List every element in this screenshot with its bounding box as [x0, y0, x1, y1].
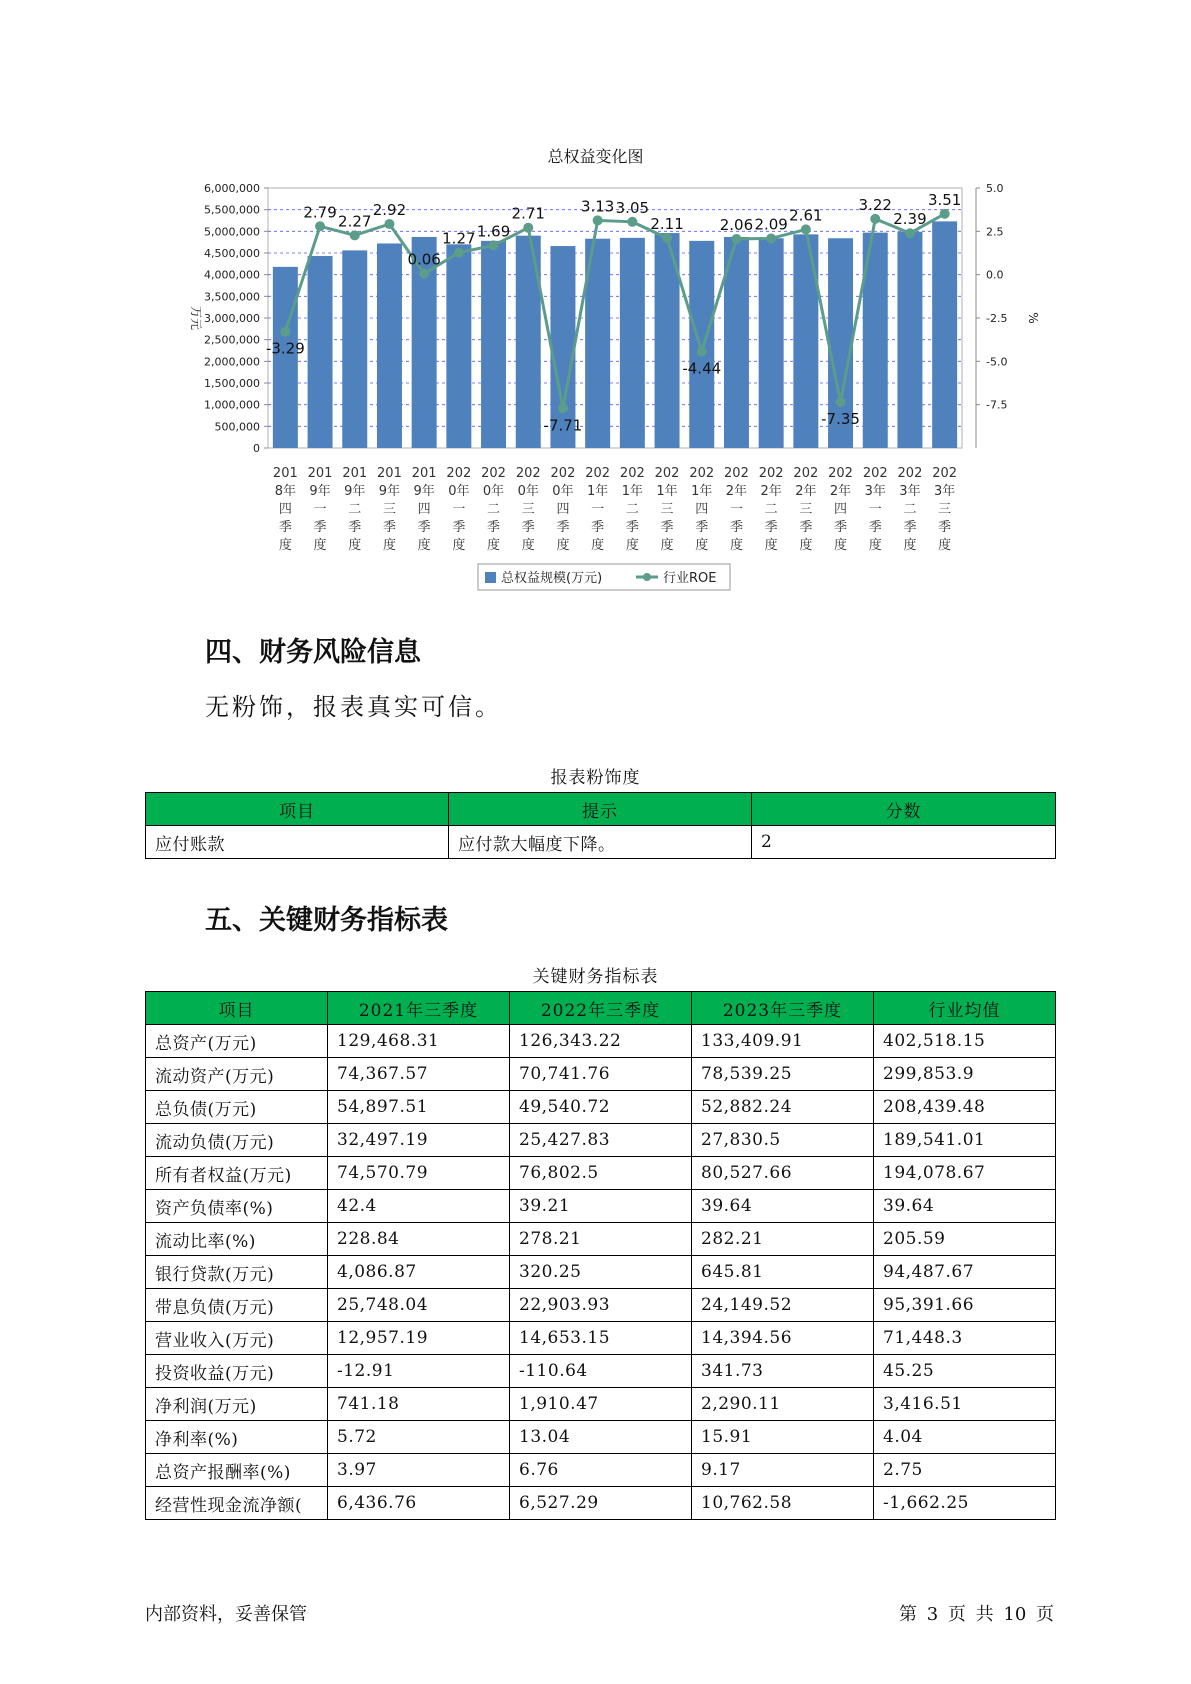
roe-point: [627, 217, 637, 227]
indicator-value-cell: 6,527.29: [510, 1487, 692, 1520]
roe-data-label: 3.13: [580, 197, 615, 216]
roe-data-label: -4.44: [682, 359, 722, 378]
x-axis-tick-label: 201: [272, 466, 298, 481]
x-axis-tick-label: 度: [348, 538, 362, 553]
roe-point: [454, 248, 464, 258]
indicator-value-cell: 228.84: [328, 1223, 510, 1256]
indicator-value-cell: 2,290.11: [692, 1388, 874, 1421]
left-axis-tick-label: 3,500,000: [204, 290, 260, 304]
indicator-value-cell: 39.64: [874, 1190, 1056, 1223]
table-cell: 应付账款: [146, 826, 449, 859]
indicator-value-cell: 208,439.48: [874, 1091, 1056, 1124]
left-axis-tick-label: 2,500,000: [204, 333, 260, 347]
x-axis-tick-label: 9年: [309, 484, 331, 499]
whitewash-table-caption: 报表粉饰度: [550, 768, 641, 788]
x-axis-tick-label: 2年: [760, 484, 782, 499]
roe-data-label: 1.27: [442, 229, 476, 248]
indicator-name-cell: 净利润(万元): [146, 1388, 328, 1421]
table-row: [146, 1190, 1056, 1223]
indicator-name-cell: 投资收益(万元): [146, 1355, 328, 1388]
left-axis-tick-label: 1,000,000: [204, 398, 260, 412]
indicator-value-cell: 14,653.15: [510, 1322, 692, 1355]
x-axis-tick-label: 202: [481, 466, 506, 481]
roe-data-label: -7.35: [821, 410, 860, 429]
x-axis-tick-label: 度: [834, 538, 848, 553]
x-axis-tick-label: 季: [452, 520, 466, 535]
indicator-value-cell: 80,527.66: [692, 1157, 874, 1190]
x-axis-tick-label: 0年: [517, 484, 539, 499]
left-axis-tick-label: 6,000,000: [204, 182, 260, 195]
x-axis-tick-label: 季: [695, 520, 709, 535]
equity-bar: [377, 243, 402, 448]
indicator-table-caption: 关键财务指标表: [532, 967, 659, 987]
roe-point: [731, 234, 741, 244]
x-axis-tick-label: 季: [764, 520, 778, 535]
section5-heading: 五、关键财务指标表: [205, 905, 448, 936]
x-axis-tick-label: 202: [585, 466, 611, 481]
roe-point: [419, 269, 429, 279]
indicator-name-cell: 资产负债率(%): [146, 1190, 328, 1223]
header-cell: 行业均值: [874, 992, 1056, 1025]
indicator-name-cell: 流动资产(万元): [146, 1058, 328, 1091]
x-axis-tick-label: 一: [868, 502, 882, 517]
legend-line-marker: [643, 573, 651, 581]
indicator-value-cell: 49,540.72: [510, 1091, 692, 1124]
indicator-name-cell: 总资产报酬率(%): [146, 1454, 328, 1487]
x-axis-tick-label: 0年: [448, 484, 470, 499]
indicator-value-cell: 25,427.83: [510, 1124, 692, 1157]
indicator-value-cell: -12.91: [328, 1355, 510, 1388]
roe-point: [489, 240, 499, 250]
x-axis-tick-label: 202: [689, 466, 715, 481]
indicator-value-cell: 278.21: [510, 1223, 692, 1256]
indicator-name-cell: 带息负债(万元): [146, 1289, 328, 1322]
roe-point: [350, 230, 360, 240]
indicator-value-cell: -1,662.25: [874, 1487, 1056, 1520]
left-axis-tick-label: 500,000: [214, 420, 260, 434]
indicator-value-cell: 94,487.67: [874, 1256, 1056, 1289]
x-axis-tick-label: 三: [382, 502, 396, 517]
indicator-value-cell: 741.18: [328, 1388, 510, 1421]
x-axis-tick-label: 0年: [482, 484, 505, 499]
legend-bar-label: 总权益规模(万元): [501, 571, 603, 586]
table-row: [146, 1025, 1056, 1058]
indicator-value-cell: 74,570.79: [328, 1157, 510, 1190]
indicator-value-cell: 194,078.67: [874, 1157, 1056, 1190]
x-axis-tick-label: 季: [382, 520, 396, 535]
chart-title: 总权益变化图: [547, 147, 644, 166]
equity-bar: [759, 238, 784, 448]
x-axis-tick-label: 季: [938, 520, 952, 535]
roe-data-label: 2.71: [511, 204, 545, 223]
indicator-value-cell: 3.97: [328, 1454, 510, 1487]
indicator-value-cell: 78,539.25: [692, 1058, 874, 1091]
indicator-value-cell: 45.25: [874, 1355, 1056, 1388]
indicator-name-cell: 流动负债(万元): [146, 1124, 328, 1157]
indicator-value-cell: 24,149.52: [692, 1289, 874, 1322]
x-axis-tick-label: 度: [382, 538, 396, 553]
table-cell: 2: [752, 826, 1056, 859]
indicator-value-cell: 70,741.76: [510, 1058, 692, 1091]
x-axis-tick-label: 201: [377, 466, 402, 481]
indicator-name-cell: 总资产(万元): [146, 1025, 328, 1058]
x-axis-tick-label: 202: [758, 466, 784, 481]
x-axis-tick-label: 度: [487, 538, 501, 553]
x-axis-tick-label: 202: [897, 466, 923, 481]
indicator-value-cell: 2.75: [874, 1454, 1056, 1487]
indicator-value-cell: 6.76: [510, 1454, 692, 1487]
x-axis-tick-label: 3年: [864, 484, 886, 499]
roe-point: [870, 214, 880, 224]
indicator-value-cell: 4.04: [874, 1421, 1056, 1454]
indicator-value-cell: 42.4: [328, 1190, 510, 1223]
indicator-value-cell: 25,748.04: [328, 1289, 510, 1322]
x-axis-tick-label: 3年: [899, 484, 921, 499]
indicator-name-cell: 总负债(万元): [146, 1091, 328, 1124]
indicator-value-cell: 10,762.58: [692, 1487, 874, 1520]
equity-bar: [689, 241, 714, 448]
x-axis-tick-label: 季: [591, 520, 605, 535]
roe-point: [940, 209, 950, 219]
indicator-value-cell: 22,903.93: [510, 1289, 692, 1322]
x-axis-tick-label: 度: [660, 538, 674, 553]
roe-point: [836, 397, 846, 407]
x-axis-tick-label: 度: [695, 538, 709, 553]
x-axis-tick-label: 季: [868, 520, 882, 535]
indicator-value-cell: 52,882.24: [692, 1091, 874, 1124]
roe-data-label: -7.71: [543, 416, 583, 435]
indicator-value-cell: 129,468.31: [328, 1025, 510, 1058]
roe-point: [593, 215, 603, 225]
x-axis-tick-label: 度: [521, 538, 535, 553]
roe-data-label: 2.61: [789, 206, 823, 225]
equity-bar: [481, 241, 506, 448]
table-row: [146, 826, 1056, 859]
x-axis-tick-label: 三: [521, 502, 535, 517]
header-cell: 2022年三季度: [510, 992, 692, 1025]
indicator-name-cell: 营业收入(万元): [146, 1322, 328, 1355]
indicator-value-cell: 299,853.9: [874, 1058, 1056, 1091]
x-axis-tick-label: 四: [417, 502, 431, 517]
x-axis-tick-label: 202: [446, 466, 472, 481]
right-axis-label: %: [1026, 312, 1040, 324]
x-axis-tick-label: 二: [487, 502, 501, 517]
indicator-value-cell: 133,409.91: [692, 1025, 874, 1058]
table-row: [146, 1091, 1056, 1124]
indicator-value-cell: 189,541.01: [874, 1124, 1056, 1157]
header-cell: 分数: [752, 793, 1056, 826]
x-axis-tick-label: 度: [764, 538, 778, 553]
section4-heading: 四、财务风险信息: [205, 637, 421, 668]
table-row: [146, 1355, 1056, 1388]
header-cell: 提示: [449, 793, 752, 826]
x-axis-tick-label: 1年: [621, 484, 643, 499]
x-axis-tick-label: 度: [417, 538, 431, 553]
roe-data-label: 2.06: [719, 215, 754, 234]
x-axis-tick-label: 季: [799, 520, 813, 535]
table-row: [146, 1256, 1056, 1289]
indicator-table: [145, 991, 1056, 1520]
x-axis-tick-label: 202: [515, 466, 541, 481]
x-axis-tick-label: 9年: [413, 484, 435, 499]
roe-point: [384, 219, 394, 229]
table-header-row: [146, 793, 1056, 826]
equity-chart: [0, 0, 1191, 600]
table-row: [146, 1487, 1056, 1520]
roe-data-label: 2.92: [372, 201, 407, 220]
roe-point: [315, 221, 325, 231]
indicator-value-cell: 14,394.56: [692, 1322, 874, 1355]
header-cell: 2023年三季度: [692, 992, 874, 1025]
roe-point: [905, 228, 915, 238]
x-axis-tick-label: 二: [348, 502, 362, 517]
indicator-value-cell: 27,830.5: [692, 1124, 874, 1157]
equity-bar: [897, 232, 922, 448]
equity-bar: [446, 244, 471, 448]
indicator-name-cell: 银行贷款(万元): [146, 1256, 328, 1289]
indicator-value-cell: 1,910.47: [510, 1388, 692, 1421]
x-axis-tick-label: 度: [903, 538, 917, 553]
x-axis-tick-label: 一: [591, 502, 605, 517]
indicator-name-cell: 所有者权益(万元): [146, 1157, 328, 1190]
roe-data-label: 2.39: [893, 210, 927, 229]
x-axis-tick-label: 四: [695, 502, 709, 517]
x-axis-tick-label: 9年: [378, 484, 401, 499]
indicator-value-cell: 76,802.5: [510, 1157, 692, 1190]
equity-bar: [308, 256, 333, 448]
equity-bar: [342, 250, 367, 448]
left-axis-tick-label: 0: [253, 442, 260, 455]
x-axis-tick-label: 度: [313, 538, 327, 553]
roe-data-label: 3.05: [615, 198, 650, 217]
x-axis-tick-label: 季: [487, 520, 501, 535]
right-axis-tick-label: -7.5: [986, 398, 1008, 412]
indicator-value-cell: 12,957.19: [328, 1322, 510, 1355]
indicator-value-cell: 282.21: [692, 1223, 874, 1256]
x-axis-tick-label: 季: [625, 520, 639, 535]
x-axis-tick-label: 202: [550, 466, 576, 481]
x-axis-tick-label: 201: [307, 466, 333, 481]
x-axis-tick-label: 202: [724, 466, 749, 481]
x-axis-tick-label: 1年: [656, 484, 678, 499]
x-axis-tick-label: 度: [556, 538, 570, 553]
x-axis-tick-label: 季: [660, 520, 674, 535]
x-axis-tick-label: 度: [452, 538, 466, 553]
x-axis-tick-label: 2年: [795, 484, 817, 499]
section4-text: 无粉饰，报表真实可信。: [205, 693, 502, 721]
x-axis-tick-label: 201: [411, 466, 437, 481]
left-axis-tick-label: 3,000,000: [204, 312, 260, 325]
roe-data-label: 1.69: [476, 222, 511, 241]
x-axis-tick-label: 一: [729, 502, 743, 517]
x-axis-tick-label: 三: [938, 502, 952, 517]
left-axis-tick-label: 1,500,000: [204, 377, 260, 390]
left-axis-tick-label: 4,500,000: [204, 247, 260, 260]
indicator-name-cell: 净利率(%): [146, 1421, 328, 1454]
left-axis-label: 万元: [189, 305, 203, 331]
indicator-value-cell: 320.25: [510, 1256, 692, 1289]
x-axis-tick-label: 1年: [691, 484, 713, 499]
indicator-value-cell: 54,897.51: [328, 1091, 510, 1124]
indicator-value-cell: 402,518.15: [874, 1025, 1056, 1058]
left-axis-tick-label: 5,000,000: [204, 225, 260, 239]
indicator-value-cell: 3,416.51: [874, 1388, 1056, 1421]
indicator-value-cell: 32,497.19: [328, 1124, 510, 1157]
x-axis-tick-label: 二: [764, 502, 778, 517]
table-row: [146, 1421, 1056, 1454]
x-axis-tick-label: 202: [793, 466, 819, 481]
x-axis-tick-label: 202: [619, 466, 645, 481]
x-axis-tick-label: 季: [278, 520, 292, 535]
left-axis-tick-label: 4,000,000: [204, 268, 260, 282]
x-axis-tick-label: 2年: [725, 484, 748, 499]
x-axis-tick-label: 度: [729, 538, 743, 553]
table-header-row: [146, 992, 1056, 1025]
indicator-value-cell: 341.73: [692, 1355, 874, 1388]
x-axis-tick-label: 季: [417, 520, 431, 535]
indicator-value-cell: 6,436.76: [328, 1487, 510, 1520]
right-axis-tick-label: 0.0: [986, 268, 1004, 282]
whitewash-table: [145, 792, 1056, 859]
roe-point: [558, 403, 568, 413]
roe-data-label: 0.06: [407, 250, 441, 269]
x-axis-tick-label: 度: [591, 538, 605, 553]
x-axis-tick-label: 1年: [587, 484, 609, 499]
x-axis-tick-label: 202: [932, 466, 958, 481]
roe-data-label: 2.79: [303, 203, 337, 222]
indicator-value-cell: 13.04: [510, 1421, 692, 1454]
table-row: [146, 1322, 1056, 1355]
x-axis-tick-label: 季: [556, 520, 570, 535]
x-axis-tick-label: 度: [938, 538, 952, 553]
roe-point: [801, 224, 811, 234]
right-axis-tick-label: 5.0: [986, 182, 1004, 195]
roe-data-label: 2.09: [754, 215, 788, 234]
roe-point: [766, 233, 776, 243]
x-axis-tick-label: 季: [348, 520, 362, 535]
x-axis-tick-label: 四: [278, 502, 292, 517]
x-axis-tick-label: 度: [799, 538, 813, 553]
x-axis-tick-label: 3年: [934, 484, 956, 499]
x-axis-tick-label: 二: [625, 502, 639, 517]
indicator-value-cell: 74,367.57: [328, 1058, 510, 1091]
roe-point: [662, 233, 672, 243]
right-axis-tick-label: -5.0: [986, 355, 1008, 369]
table-row: [146, 1289, 1056, 1322]
right-axis-tick-label: -2.5: [986, 312, 1008, 325]
x-axis-tick-label: 0年: [552, 484, 574, 499]
left-axis-tick-label: 5,500,000: [204, 203, 260, 217]
roe-data-label: 3.22: [858, 195, 892, 214]
roe-point: [280, 327, 290, 337]
x-axis-tick-label: 四: [834, 502, 848, 517]
legend-bar-swatch: [485, 572, 496, 583]
footer-page-number: 第 3 页 共 10 页: [899, 1604, 1054, 1625]
table-row: [146, 1124, 1056, 1157]
indicator-value-cell: 95,391.66: [874, 1289, 1056, 1322]
table-row: [146, 1157, 1056, 1190]
table-row: [146, 1454, 1056, 1487]
x-axis-tick-label: 三: [660, 502, 674, 517]
x-axis-tick-label: 二: [903, 502, 917, 517]
header-cell: 项目: [146, 793, 449, 826]
x-axis-tick-label: 季: [521, 520, 535, 535]
roe-point: [523, 223, 533, 233]
roe-data-label: -3.29: [265, 339, 305, 358]
equity-bar: [932, 221, 957, 448]
indicator-value-cell: 15.91: [692, 1421, 874, 1454]
roe-data-label: 3.51: [927, 190, 962, 209]
indicator-value-cell: 71,448.3: [874, 1322, 1056, 1355]
x-axis-tick-label: 202: [828, 466, 853, 481]
table-row: [146, 1058, 1056, 1091]
x-axis-tick-label: 四: [556, 502, 570, 517]
roe-data-label: 2.27: [338, 212, 372, 231]
header-cell: 项目: [146, 992, 328, 1025]
table-row: [146, 1223, 1056, 1256]
chart-svg: [0, 0, 1191, 600]
x-axis-tick-label: 度: [625, 538, 639, 553]
footer-confidential: 内部资料，妥善保管: [145, 1604, 307, 1625]
indicator-value-cell: 39.21: [510, 1190, 692, 1223]
x-axis-tick-label: 度: [278, 538, 292, 553]
indicator-value-cell: 645.81: [692, 1256, 874, 1289]
indicator-value-cell: 5.72: [328, 1421, 510, 1454]
left-axis-tick-label: 2,000,000: [204, 355, 260, 369]
indicator-name-cell: 经营性现金流净额(: [146, 1487, 328, 1520]
legend-line-label: 行业ROE: [663, 571, 717, 586]
equity-bar: [620, 238, 645, 448]
indicator-value-cell: 205.59: [874, 1223, 1056, 1256]
x-axis-tick-label: 季: [313, 520, 327, 535]
x-axis-tick-label: 202: [862, 466, 888, 481]
roe-data-label: 2.11: [650, 215, 684, 234]
roe-point: [697, 347, 707, 357]
x-axis-tick-label: 201: [342, 466, 368, 481]
x-axis-tick-label: 季: [729, 520, 743, 535]
indicator-value-cell: 4,086.87: [328, 1256, 510, 1289]
x-axis-tick-label: 202: [654, 466, 680, 481]
x-axis-tick-label: 一: [313, 502, 327, 517]
table-row: [146, 1388, 1056, 1421]
x-axis-tick-label: 三: [799, 502, 813, 517]
indicator-value-cell: -110.64: [510, 1355, 692, 1388]
x-axis-tick-label: 9年: [344, 484, 366, 499]
x-axis-tick-label: 8年: [274, 484, 296, 499]
x-axis-tick-label: 季: [834, 520, 848, 535]
x-axis-tick-label: 一: [452, 502, 466, 517]
indicator-value-cell: 126,343.22: [510, 1025, 692, 1058]
x-axis-tick-label: 2年: [829, 484, 852, 499]
indicator-value-cell: 39.64: [692, 1190, 874, 1223]
right-axis-tick-label: 2.5: [986, 225, 1004, 239]
x-axis-tick-label: 度: [868, 538, 882, 553]
header-cell: 2021年三季度: [328, 992, 510, 1025]
indicator-name-cell: 流动比率(%): [146, 1223, 328, 1256]
table-cell: 应付款大幅度下降。: [449, 826, 752, 859]
x-axis-tick-label: 季: [903, 520, 917, 535]
indicator-value-cell: 9.17: [692, 1454, 874, 1487]
